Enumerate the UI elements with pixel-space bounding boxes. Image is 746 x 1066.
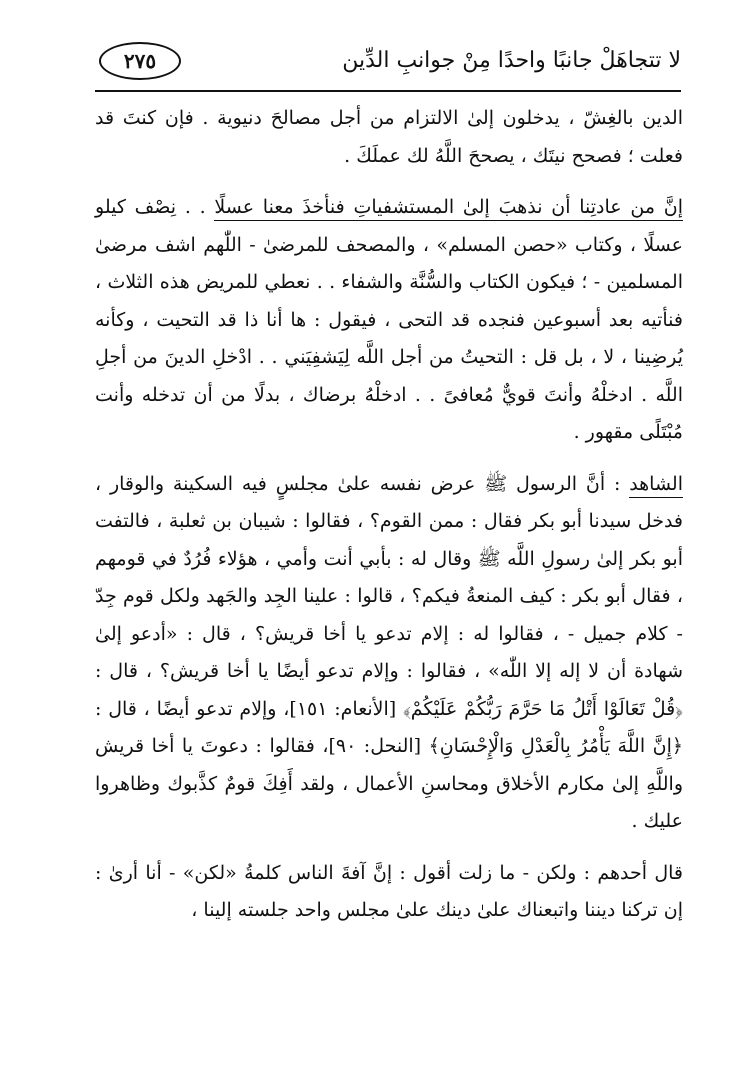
text-line: عَلَيْكُمْ﴾ [الأنعام: ١٥١]، وإلام تدعو أيضًا ، قال : ﴿إِنَّ اللَّهَ يَأْمُرُ بِالْعَدْلِ [95, 697, 683, 757]
page-header [95, 38, 681, 88]
text-line: كيلو عسلًا ، وكتاب «حصن المسلم» ، والمصحف للمرضىٰ - اللّٰهم [95, 196, 683, 256]
paragraph-2 [95, 189, 683, 452]
page-body [95, 100, 683, 930]
underlined-phrase: إنَّ من عادتِنا أن نذهبَ إلىٰ المستشفياتِ فنأخذَ معنا عسلًا [214, 196, 683, 221]
text-line: ثعلبة ، فالتفت أبو بكر إلىٰ رسولِ اللَّه ﷺ وقال له : بأبي أنت وأمي ، [95, 510, 683, 570]
running-title: لا تتجاهَلْ جانبًا واحدًا مِنْ جوانبِ الدِّين [342, 48, 681, 73]
text-line: الجِد والجَهد ولكل قوم جِدّ - كلام جميل - ، فقالوا له : إلام تدعو [95, 585, 683, 645]
text-line: : أنَّ الرسول ﷺ عرض نفسه علىٰ مجلسٍ فيه السكينة [172, 472, 621, 495]
text-line: ادخلْهُ برضاك ، بدلًا من أن تدخله وأنت مُبْتَلًى مقهور . [95, 383, 683, 443]
text-line: فعلت ؛ فصحح نيتَك ، يصححَ اللَّهُ لك عملَكَ . [344, 144, 683, 167]
text-line: الأخلاق ومحاسنِ الأعمال ، ولقد أَفِكَ قومٌ كذَّبوك وظاهروا عليك . [95, 772, 683, 832]
text-line: هؤلاء فُرُدٌ في قومهم ، فقال أبو بكر : كيف المنعةُ فيكم؟ ، قالوا : علينا [95, 547, 683, 607]
text-line: وإلام تدعو أيضًا يا أخا قريش؟ ، قال : ﴿قُلْ تَعَالَوْا أَتْلُ مَا حَرَّمَ رَبُّكُمْ [95, 660, 683, 720]
paragraph-1 [95, 100, 683, 175]
underlined-phrase: الشاهد [629, 473, 683, 498]
text-line: . . نِصْف [134, 196, 206, 218]
text-line: لِيَشفِيَني . . ادْخلِ الدينَ من أجلِ اللَّه . ادخلْهُ وأنتَ قويٌّ مُعافىً . . [95, 346, 683, 406]
text-line: والوقار ، فدخل سيدنا أبو بكر فقال : ممن القوم؟ ، فقالوا : شيبان بن [95, 472, 684, 532]
page-number-badge: ٢٧٥ [99, 42, 181, 80]
paragraph-3 [95, 466, 683, 841]
text-line: للمريض هذه الثلاث ، فنأتيه بعد أسبوعين فنجده قد التحى ، فيقول : [95, 271, 683, 331]
paragraph-4 [95, 855, 683, 930]
text-line: اشف مرضىٰ المسلمين - ؛ فيكون الكتاب والسُّنَّة والشفاء . . نعطي [95, 233, 683, 293]
text-line: يا أخا قريش؟ ، قال : «أدعو إلىٰ شهادة أن لا إله إلا اللّٰه» ، فقالوا : [95, 622, 683, 682]
text-line: ها أنا ذا قد التحيت ، وكأنه يُرضِينا ، لا ، بل قل : التحيتُ من أجل اللَّه [95, 308, 683, 368]
text-line: الدين بالغِشّ ، يدخلون إلىٰ الالتزام من أجل مصالحَ دنيوية . فإن كنتَ قد [95, 107, 683, 129]
header-divider [95, 90, 681, 92]
text-line: وَالْإِحْسَانِ﴾ [النحل: ٩٠]، فقالوا : دعوتَ يا أخا قريش واللَّهِ إلىٰ مكارم [95, 735, 683, 795]
text-line: قال أحدهم : ولكن - ما زلت أقول : إنَّ آفةَ الناس كلمةُ «لكن» - أنا [145, 861, 683, 884]
text-line: أرىٰ : إن تركنا ديننا واتبعناك علىٰ دينك علىٰ مجلس واحد جلسته إلينا ، [95, 861, 683, 921]
